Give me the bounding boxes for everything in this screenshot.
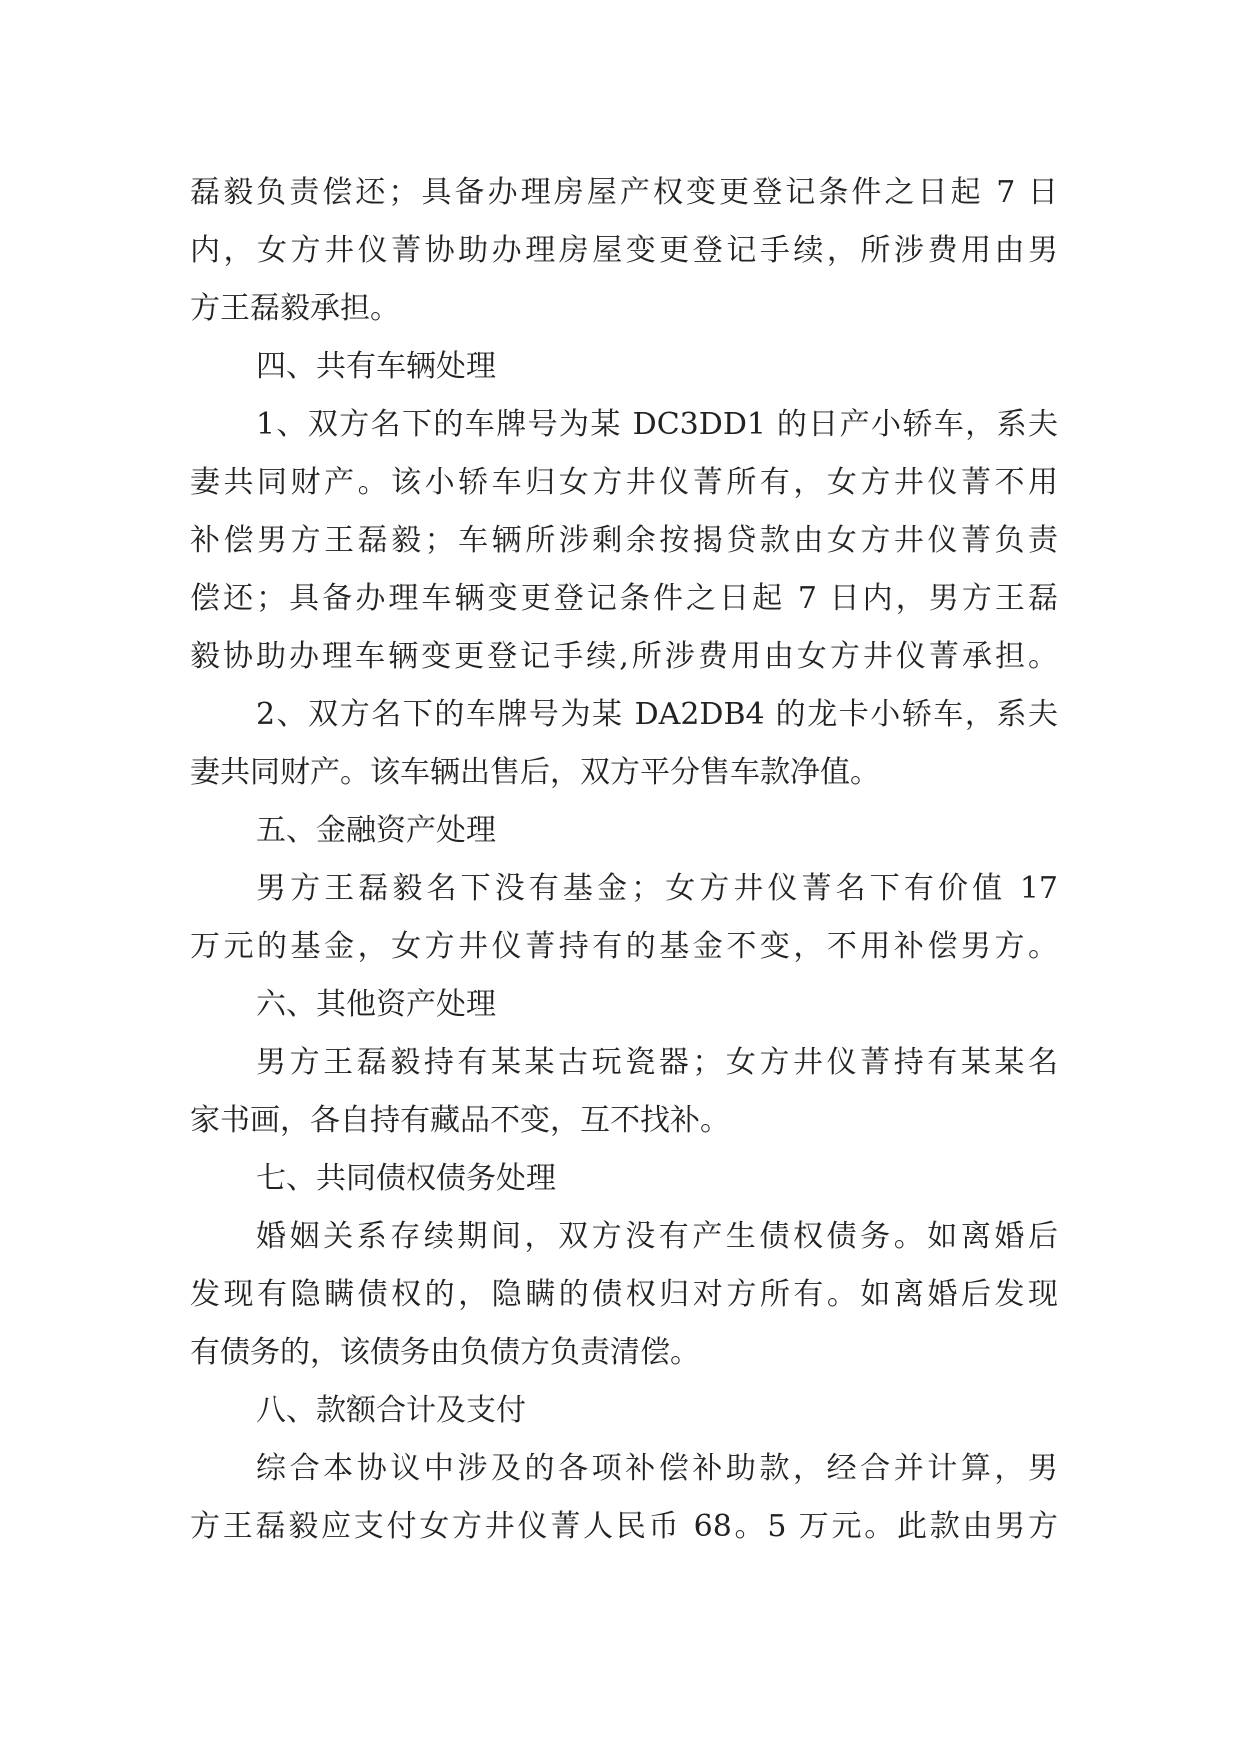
text-line: 六、其他资产处理 [256,987,496,1022]
text-line: 毅协助办理车辆变更登记手续,所涉费用由女方井仪菁承担。 [190,639,1058,674]
text-line: 男方王磊毅名下没有基金；女方井仪菁名下有价值 17 [256,871,1058,906]
text-line: 妻共同财产。该小轿车归女方井仪菁所有，女方井仪菁不用 [190,465,1058,500]
text-line: 万元的基金，女方井仪菁持有的基金不变，不用补偿男方。 [190,929,1058,964]
text-line: 八、款额合计及支付 [256,1393,526,1428]
text-line: 综合本协议中涉及的各项补偿补助款，经合并计算，男 [256,1451,1058,1486]
text-line: 发现有隐瞒债权的，隐瞒的债权归对方所有。如离婚后发现 [190,1277,1058,1312]
text-line: 五、金融资产处理 [256,813,496,848]
text-line: 磊毅负责偿还；具备办理房屋产权变更登记条件之日起 7 日 [190,175,1058,210]
text-line: 2、双方名下的车牌号为某 DA2DB4 的龙卡小轿车，系夫 [256,697,1058,732]
text-line: 内，女方井仪菁协助办理房屋变更登记手续，所涉费用由男 [190,233,1058,268]
text-line: 方王磊毅承担。 [190,291,400,326]
text-line: 1、双方名下的车牌号为某 DC3DD1 的日产小轿车，系夫 [256,407,1058,442]
text-line: 四、共有车辆处理 [256,349,496,384]
text-line: 偿还；具备办理车辆变更登记条件之日起 7 日内，男方王磊 [190,581,1058,616]
text-line: 家书画，各自持有藏品不变，互不找补。 [190,1103,730,1138]
text-line: 方王磊毅应支付女方井仪菁人民币 68。5 万元。此款由男方 [190,1509,1058,1544]
text-line: 婚姻关系存续期间，双方没有产生债权债务。如离婚后 [256,1219,1058,1254]
text-line: 有债务的，该债务由负债方负责清偿。 [190,1335,700,1370]
text-line: 七、共同债权债务处理 [256,1161,556,1196]
text-line: 男方王磊毅持有某某古玩瓷器；女方井仪菁持有某某名 [256,1045,1058,1080]
text-line: 补偿男方王磊毅；车辆所涉剩余按揭贷款由女方井仪菁负责 [190,523,1058,558]
document-body [190,164,1058,1556]
text-line: 妻共同财产。该车辆出售后，双方平分售车款净值。 [190,755,880,790]
